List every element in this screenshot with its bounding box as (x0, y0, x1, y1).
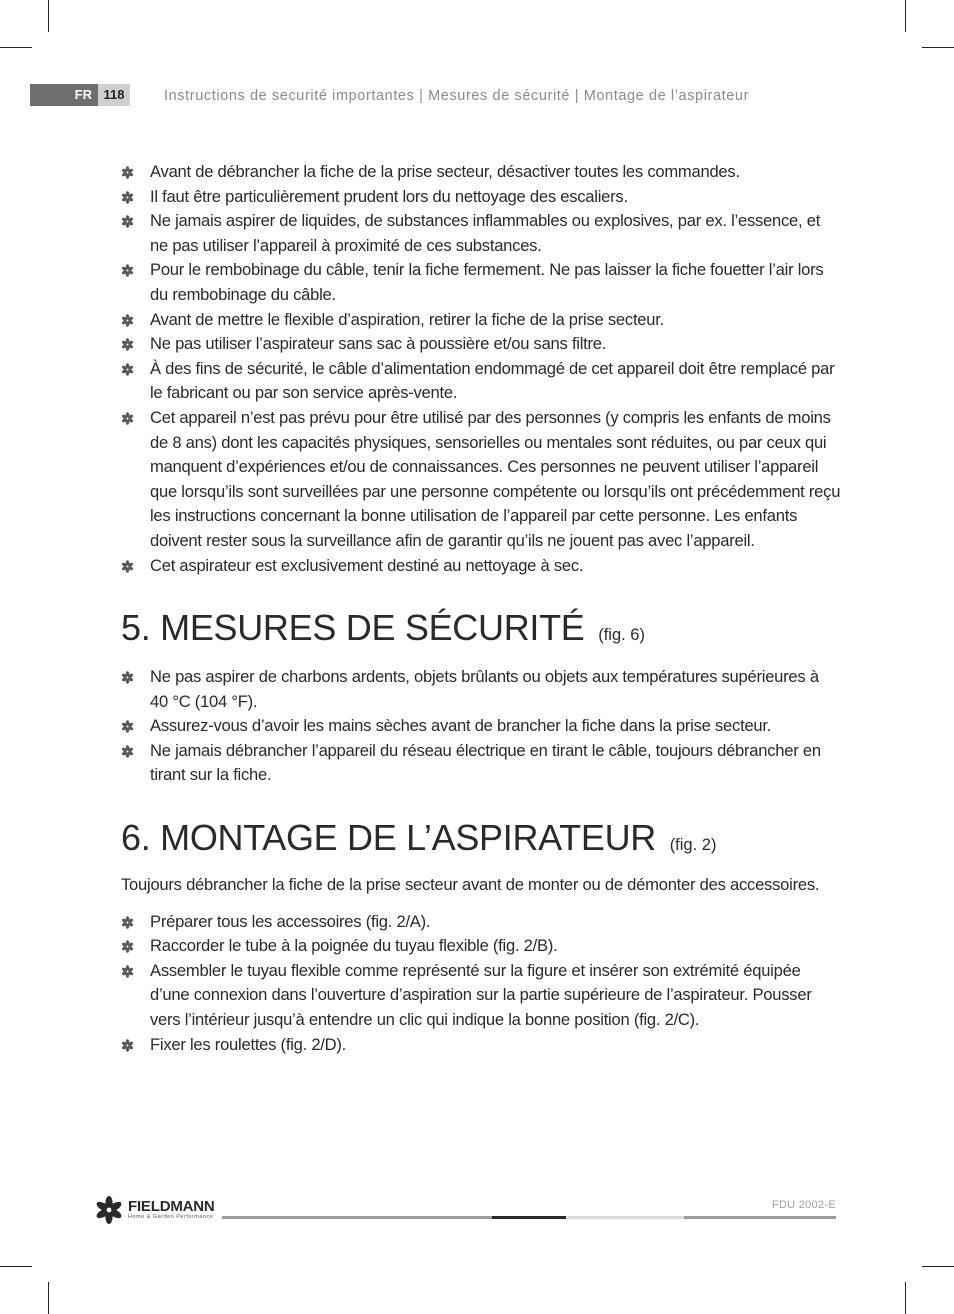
fan-bullet-icon (121, 191, 134, 204)
brand-name: FIELDMANN (128, 1198, 215, 1215)
list-item (121, 739, 841, 788)
fan-bullet-icon (121, 916, 134, 929)
footer-bar-segment (492, 1216, 566, 1219)
language-tag: FR (30, 84, 98, 106)
section-6-fig-ref: (fig. 2) (669, 836, 717, 855)
page-header (30, 84, 930, 106)
list-item-text: Ne jamais débrancher l’appareil du réseau électrique en tirant le câble, toujours débrancher en tirant sur la fiche. (150, 740, 821, 785)
fan-bullet-icon (121, 412, 134, 425)
brand-tagline: Home & Garden Performance (128, 1214, 214, 1220)
fieldmann-fan-logo-icon (94, 1196, 124, 1224)
section-6-heading (121, 818, 841, 865)
footer-bar-segment (566, 1216, 684, 1219)
brand-logo (94, 1196, 222, 1224)
list-item (121, 665, 841, 714)
list-item (121, 185, 841, 210)
list-item-text: Raccorder le tube à la poignée du tuyau flexible (fig. 2/B). (150, 936, 558, 956)
section-6-list (121, 910, 841, 1058)
fan-bullet-icon (121, 940, 134, 953)
list-item (121, 308, 841, 333)
page-number: 118 (98, 84, 130, 106)
list-item (121, 357, 841, 406)
safety-list (121, 160, 841, 578)
crop-mark (905, 0, 906, 32)
list-item (121, 959, 841, 1033)
fan-bullet-icon (121, 965, 134, 978)
crop-mark (48, 1282, 49, 1314)
section-6-intro: Toujours débrancher la fiche de la prise secteur avant de monter ou de démonter des accessoires. (121, 875, 820, 895)
header-title: Instructions de securité importantes | Mesures de sécurité | Montage de l’aspirateur (164, 88, 750, 104)
crop-mark (922, 1266, 954, 1267)
fan-bullet-icon (121, 338, 134, 351)
page-content (121, 160, 841, 1057)
list-item-text: Préparer tous les accessoires (fig. 2/A). (150, 911, 431, 931)
list-item-text: Pour le rembobinage du câble, tenir la fiche fermement. Ne pas laisser la fiche fouetter l’air lors du rembobinage du câble. (150, 260, 824, 304)
crop-mark (48, 0, 49, 32)
footer-bar-segment (222, 1216, 492, 1219)
list-item-text: À des fins de sécurité, le câble d’alimentation endommagé de cet appareil doit être remplacé par le fabricant ou par son service après-vente. (150, 358, 835, 403)
list-item-text: Ne jamais aspirer de liquides, de substances inflammables ou explosives, par ex. l’essence, et ne pas utiliser l’appareil à proximité de ces substances. (150, 211, 821, 255)
list-item (121, 1033, 841, 1058)
list-item (121, 332, 841, 357)
list-item-text: Avant de débrancher la fiche de la prise secteur, désactiver toutes les commandes. (150, 162, 740, 181)
section-5-list (121, 665, 841, 788)
list-item-text: Cet aspirateur est exclusivement destiné au nettoyage à sec. (150, 555, 584, 575)
list-item-text: Fixer les roulettes (fig. 2/D). (150, 1034, 347, 1054)
fan-bullet-icon (121, 671, 134, 684)
fan-bullet-icon (121, 745, 134, 758)
list-item-text: Il faut être particulièrement prudent lors du nettoyage des escaliers. (150, 186, 628, 206)
section-5-heading (121, 608, 841, 655)
list-item (121, 209, 841, 258)
section-5-title: 5. MESURES DE SÉCURITÉ (121, 607, 585, 649)
crop-mark (905, 1282, 906, 1314)
list-item (121, 258, 841, 307)
list-item (121, 554, 841, 579)
model-number: FDU 2002-E (771, 1199, 836, 1211)
list-item-text: Cet appareil n’est pas prévu pour être utilisé par des personnes (y compris les enfants de moins de 8 ans) dont les capacités physiques, sensorielles ou mentales sont réduites, ou par ceux qui manquent d’expériences et/ou de connaissances. Ces personnes ne peuvent utiliser l’appareil que lorsqu’ils sont surveillées par une personne compétente ou lorsqu’ils ont précédemment reçu les instructions concernant la bonne utilisation de l’appareil par cette personne. Les enfants doivent rester sous la surveillance afin de garantir qu’ils ne jouent pas avec l’appareil. (150, 407, 841, 550)
list-item (121, 910, 841, 935)
fan-bullet-icon (121, 215, 134, 228)
crop-mark (922, 47, 954, 48)
fan-bullet-icon (121, 264, 134, 277)
fan-bullet-icon (121, 363, 134, 376)
fan-bullet-icon (121, 560, 134, 573)
fan-bullet-icon (121, 1039, 134, 1052)
list-item (121, 406, 841, 554)
crop-mark (0, 47, 32, 48)
list-item-text: Assurez-vous d’avoir les mains sèches avant de brancher la fiche dans la prise secteur. (150, 716, 772, 736)
section-5-fig-ref: (fig. 6) (598, 626, 645, 645)
fan-bullet-icon (121, 166, 134, 179)
list-item-text: Ne pas aspirer de charbons ardents, objets brûlants ou objets aux températures supérieures à 40 °C (104 °F). (150, 667, 819, 711)
list-item (121, 934, 841, 959)
fan-bullet-icon (121, 314, 134, 327)
footer-bar-segment (684, 1216, 836, 1219)
fan-bullet-icon (121, 720, 134, 733)
list-item-text: Assembler le tuyau flexible comme représenté sur la figure et insérer son extrémité équipée d’une connexion dans l’ouverture d’aspiration sur la partie supérieure de l’aspirateur. Pousser vers l’intérieur jusqu’à entendre un clic qui indique la bonne position (fig. 2/C). (150, 960, 812, 1030)
list-item (121, 160, 841, 185)
list-item (121, 714, 841, 739)
list-item-text: Ne pas utiliser l’aspirateur sans sac à poussière et/ou sans filtre. (150, 334, 607, 354)
list-item-text: Avant de mettre le flexible d’aspiration, retirer la fiche de la prise secteur. (150, 309, 664, 329)
section-6-title: 6. MONTAGE DE L’ASPIRATEUR (121, 817, 656, 859)
crop-mark (0, 1266, 32, 1267)
